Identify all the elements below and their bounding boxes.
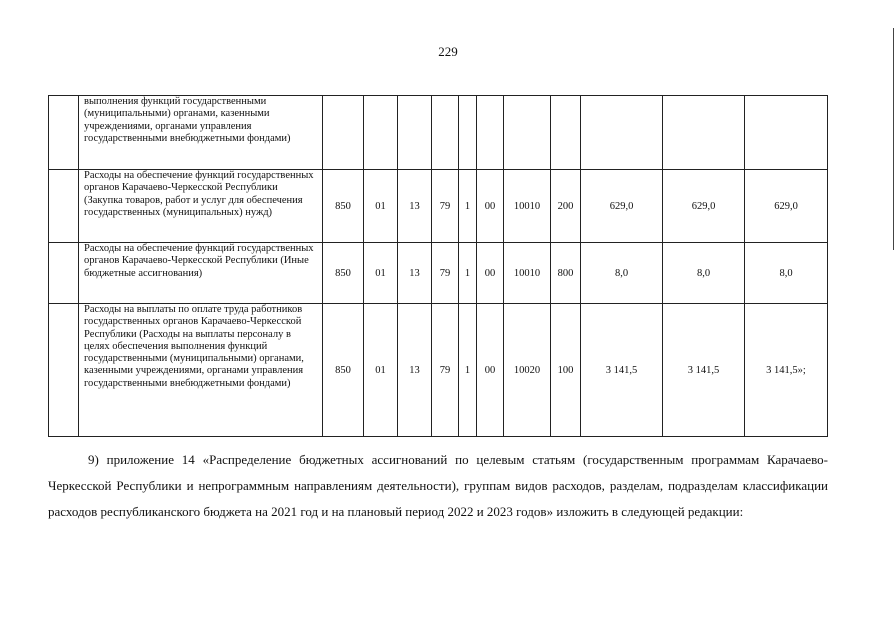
page-number: 229 [438, 44, 458, 59]
row-description: Расходы на обеспечение функций государственных органов Карачаево-Черкесской Республики (Закупка товаров, работ и услуг для обеспечения государственных (муниципальных) нужд) [79, 170, 323, 243]
cell-subprogram: 1 [459, 304, 477, 437]
cell-main-event: 00 [477, 304, 504, 437]
cell-amount-2: 8,0 [663, 243, 745, 304]
cell-expense-type: 100 [551, 304, 581, 437]
table-cell-empty [49, 170, 79, 243]
cell-expense-direction: 10010 [504, 170, 551, 243]
cell-section: 01 [364, 170, 398, 243]
cell-expense-type: 200 [551, 170, 581, 243]
cell-ministry-code [323, 96, 364, 170]
cell-ministry-code: 850 [323, 304, 364, 437]
scan-edge-line [893, 28, 894, 250]
cell-section: 01 [364, 243, 398, 304]
cell-section [364, 96, 398, 170]
cell-amount-1 [581, 96, 663, 170]
table-row [49, 96, 828, 170]
cell-amount-1: 3 141,5 [581, 304, 663, 437]
cell-amount-2: 629,0 [663, 170, 745, 243]
row-description: Расходы на выплаты по оплате труда работников государственных органов Карачаево-Черкесской Республики (Расходы на выплаты персоналу в целях обеспечения выполнения функций государственными (муниципальными) органами, казенными учреждениями, органами управления государственными внебюджетными фондами) [79, 304, 323, 437]
cell-expense-type: 800 [551, 243, 581, 304]
cell-expense-type [551, 96, 581, 170]
cell-amount-2 [663, 96, 745, 170]
table-cell-empty [49, 243, 79, 304]
cell-main-event: 00 [477, 170, 504, 243]
cell-ministry-code: 850 [323, 170, 364, 243]
table-row [49, 170, 828, 243]
table-cell-empty [49, 304, 79, 437]
cell-ministry-code: 850 [323, 243, 364, 304]
cell-subsection: 13 [398, 304, 432, 437]
cell-program [432, 96, 459, 170]
cell-subsection: 13 [398, 170, 432, 243]
cell-amount-1: 8,0 [581, 243, 663, 304]
cell-amount-3: 8,0 [745, 243, 828, 304]
cell-amount-3: 3 141,5»; [745, 304, 828, 437]
budget-table [48, 95, 828, 437]
cell-program: 79 [432, 170, 459, 243]
cell-subprogram [459, 96, 477, 170]
cell-expense-direction: 10020 [504, 304, 551, 437]
cell-amount-3 [745, 96, 828, 170]
row-description: выполнения функций государственными (муниципальными) органами, казенными учреждениями, органами управления государственными внебюджетными фондами) [79, 96, 323, 170]
table-row [49, 304, 828, 437]
cell-amount-1: 629,0 [581, 170, 663, 243]
cell-main-event: 00 [477, 243, 504, 304]
cell-program: 79 [432, 304, 459, 437]
cell-subsection: 13 [398, 243, 432, 304]
cell-amount-2: 3 141,5 [663, 304, 745, 437]
cell-main-event [477, 96, 504, 170]
cell-expense-direction: 10010 [504, 243, 551, 304]
table-cell-empty [49, 96, 79, 170]
cell-subprogram: 1 [459, 243, 477, 304]
cell-expense-direction [504, 96, 551, 170]
table-row [49, 243, 828, 304]
amendment-paragraph: 9) приложение 14 «Распределение бюджетных ассигнований по целевым статьям (государственным программам Карачаево-Черкесской Республики и непрограммным направлениям деятельности), группам видов расходов, разделам, подразделам классификации расходов республиканского бюджета на 2021 год и на плановый период 2022 и 2023 годов» изложить в следующей редакции: [48, 452, 828, 519]
cell-amount-3: 629,0 [745, 170, 828, 243]
cell-program: 79 [432, 243, 459, 304]
cell-subprogram: 1 [459, 170, 477, 243]
cell-section: 01 [364, 304, 398, 437]
cell-subsection [398, 96, 432, 170]
row-description: Расходы на обеспечение функций государственных органов Карачаево-Черкесской Республики (Иные бюджетные ассигнования) [79, 243, 323, 304]
